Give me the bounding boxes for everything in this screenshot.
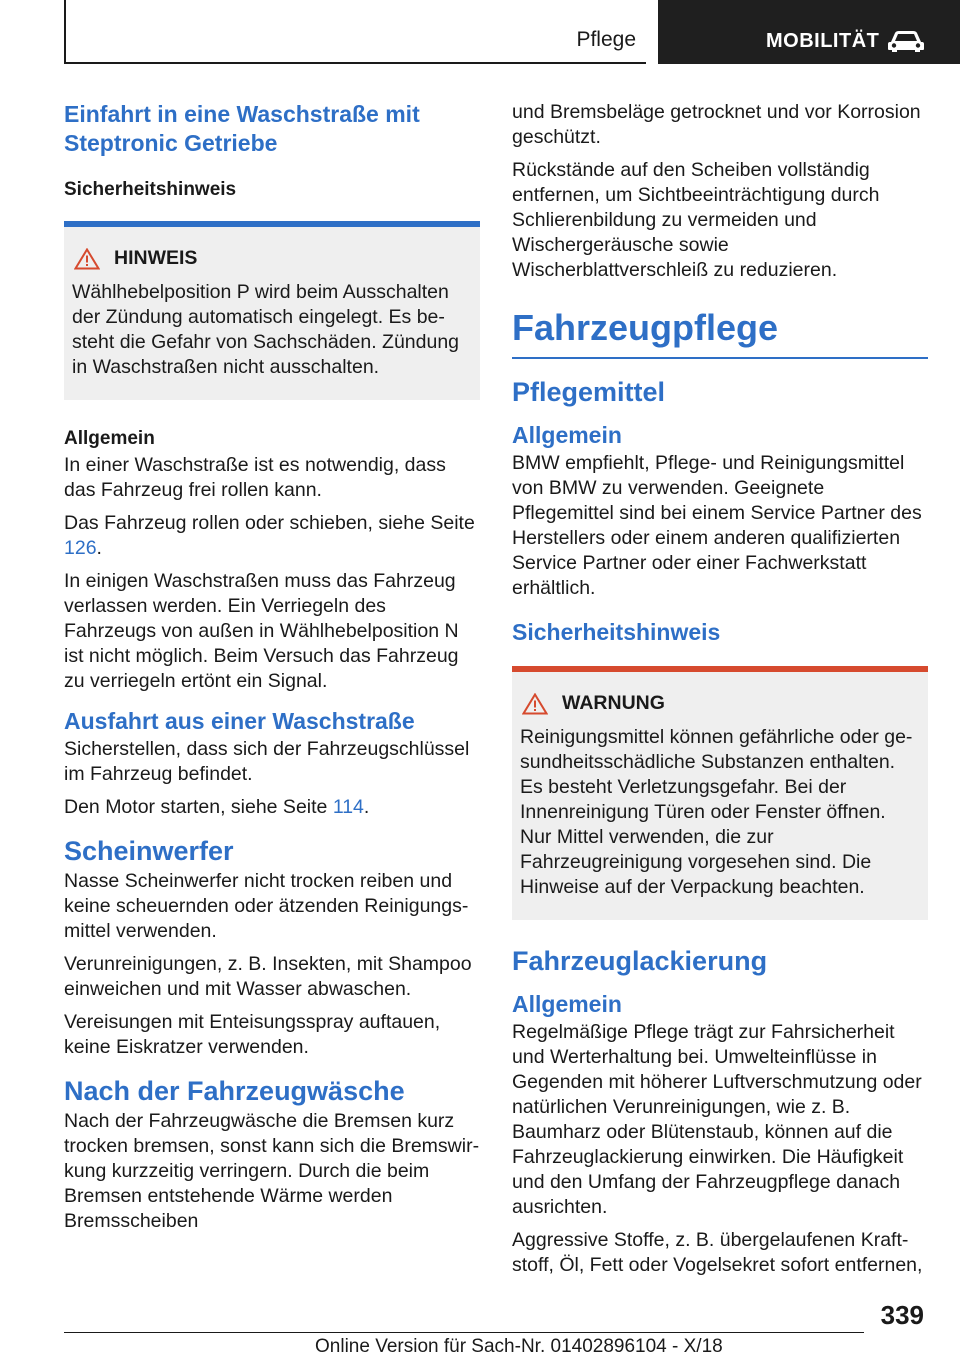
right-column [512, 100, 928, 1278]
header-rule [64, 62, 646, 64]
heading-general: Allgemein [512, 422, 622, 448]
notice-box [64, 221, 480, 400]
paragraph: Rückstände auf den Scheiben vollständig entfernen, um Sichtbeeinträchtigung durch Schlierenbildung zu vermeiden und Wischergeräusche sowie Wischerblattverschleiß zu reduzieren. [512, 159, 880, 281]
header-chapter-tab [658, 0, 960, 64]
warning-text: Reinigungsmittel können gefährliche oder gesundheitsschädliche Substanzen enthalten. Es besteht Verletzungsgefahr. Bei der Innenreinigung Türen oder Fenster öffnen. Nur Mittel verwenden, die zur Fahrzeugreinigung vorgesehen sind. Die Hinweise auf der Verpackung beachten. [520, 726, 913, 898]
paragraph: Sicherstellen, dass sich der Fahrzeugschlüssel im Fahrzeug befindet. [64, 738, 470, 785]
footer-rule [64, 1332, 864, 1333]
heading-care-products: Pflegemittel [512, 377, 666, 407]
paragraph: In einigen Waschstraßen muss das Fahrzeug verlassen werden. Ein Verriegeln des Fahrzeugs von außen in Wählhebelposition N ist nicht möglich. Beim Versuch das Fahrzeug zu verriegeln ertönt ein Signal. [64, 570, 459, 692]
footer-online-version: Online Version für Sach-Nr. 01402896104 - X/18 [315, 1336, 723, 1357]
notice-title: HINWEIS [114, 247, 198, 269]
safety-label: Sicherheitshinweis [64, 179, 237, 200]
paragraph: Nach der Fahrzeugwäsche die Bremsen kurz trocken bremsen, sonst kann sich die Bremswirkung kurzzeitig verringern. Durch die beim Bremsen entstehende Wärme werden Bremsscheiben [64, 1110, 480, 1232]
page-ref-link[interactable]: 114 [332, 796, 364, 818]
heading-vehicle-care: Fahrzeugpflege [512, 307, 779, 348]
heading-general: Allgemein [512, 991, 622, 1017]
paragraph: Regelmäßige Pflege trägt zur Fahrsicherheit und Werterhaltung bei. Umwelteinflüsse in Gegenden mit höherer Luftverschmutzung oder natürlichen Verunreinigungen, wie z. B. Baumharz oder Blütenstaub, können auf die Fahrzeuglackierung einwirken. Die Häufigkeit und den Umfang der Fahrzeugpflege danach ausrichten. [512, 1021, 922, 1218]
heading-headlights: Scheinwerfer [64, 836, 234, 866]
heading-safety: Sicherheitshinweis [512, 619, 721, 645]
paragraph-with-ref: Den Motor starten, siehe Seite 114. [64, 796, 370, 818]
paragraph: Vereisungen mit Enteisungsspray auftauen, keine Eiskratzer verwenden. [64, 1011, 441, 1058]
paragraph: und Bremsbeläge getrocknet und vor Korrosion geschützt. [512, 101, 921, 148]
warning-title: WARNUNG [562, 692, 665, 714]
general-label: Allgemein [64, 428, 155, 449]
warning-title-row [520, 692, 918, 715]
heading-paintwork: Fahrzeuglackierung [512, 946, 768, 976]
paragraph: In einer Waschstraße ist es notwendig, dass das Fahrzeug frei rollen kann. [64, 454, 446, 501]
heading-rule [512, 357, 928, 359]
paragraph: Nasse Scheinwerfer nicht trocken reiben und keine scheuernden oder ätzenden Reinigungsmittel verwenden. [64, 870, 469, 942]
heading-after-car-wash: Nach der Fahrzeugwäsche [64, 1076, 405, 1106]
car-icon [887, 28, 925, 52]
header-chapter-label: MOBILITÄT [766, 30, 880, 52]
header-left-border [64, 0, 66, 64]
header-section-title: Pflege [576, 28, 636, 51]
paragraph: Verunreinigungen, z. B. Insekten, mit Shampoo einweichen und mit Wasser abwaschen. [64, 953, 472, 1000]
notice-text: Wählhebelposition P wird beim Ausschalten der Zündung automatisch eingelegt. Es besteht die Gefahr von Sachschäden. Zündung in Waschstraßen nicht ausschalten. [72, 281, 460, 378]
warning-triangle-icon [74, 248, 100, 270]
warning-box [512, 666, 928, 920]
heading-exit-car-wash: Ausfahrt aus einer Waschstraße [64, 708, 415, 734]
warning-triangle-icon [522, 693, 548, 715]
notice-title-row [72, 247, 470, 270]
paragraph-with-ref: Das Fahrzeug rollen oder schieben, siehe Seite 126. [64, 512, 475, 559]
page-number: 339 [880, 1300, 924, 1330]
paragraph: BMW empfiehlt, Pflege- und Reinigungsmittel von BMW zu verwenden. Geeignete Pflegemittel sind bei einem Service Partner des Herstellers oder einem anderen qualifizierten Service Partner oder einer Fachwerkstatt erhältlich. [512, 452, 922, 599]
page-ref-link[interactable]: 126 [64, 537, 97, 559]
paragraph: Aggressive Stoffe, z. B. übergelaufenen Kraftstoff, Öl, Fett oder Vogelsekret sofort entfernen, [512, 1229, 923, 1276]
heading-car-wash-steptronic: Einfahrt in eine Waschstraße mit Steptronic Getriebe [64, 101, 420, 156]
left-column [64, 100, 480, 1234]
